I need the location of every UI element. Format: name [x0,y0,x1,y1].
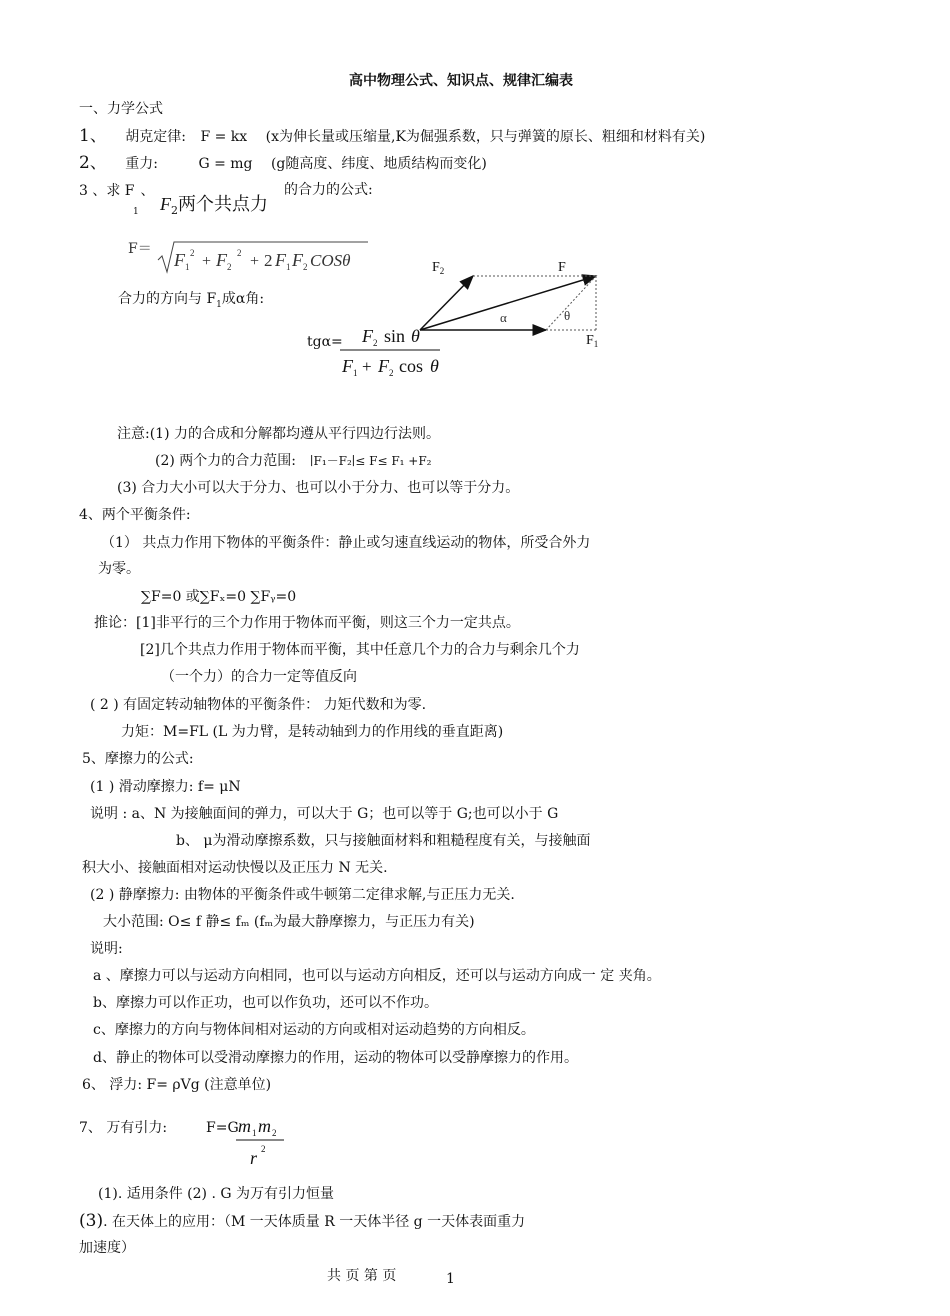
svg-text:sin: sin [384,326,406,346]
balance-heading: 4、两个平衡条件: [79,507,191,523]
svg-text:COSθ: COSθ [310,251,351,270]
friction-explain-a: a 、摩擦力可以与运动方向相同，也可以与运动方向相反，还可以与运动方向成一 定 夹角。 [93,968,661,984]
universal-gravitation-label: 7、 万有引力: [79,1120,168,1136]
svg-text:m: m [238,1116,251,1136]
svg-text:F: F [216,250,227,270]
svg-text:cos: cos [399,356,423,376]
inference-2b: （一个力）的合力一定等值反向 [161,669,357,685]
svg-text:2: 2 [261,1144,266,1154]
hooke-formula: F = kx [200,129,248,145]
svg-text:F: F [342,356,353,376]
svg-text:2: 2 [264,251,273,270]
hooke-number: 1、 [79,126,107,146]
gravity-formula: G = mg [198,156,253,172]
gravity-line [79,154,487,173]
svg-text:F: F [362,326,373,346]
gravitation-conditions: (1). 适用条件 (2) . G 为万有引力恒量 [98,1186,334,1202]
force-parallelogram-diagram [410,252,620,352]
gravity-note: (g随高度、纬度、地质结构而变化) [270,156,487,172]
svg-text:1: 1 [286,262,291,272]
svg-text:F: F [174,250,185,270]
universal-gravitation-prefix: F=G [206,1120,239,1136]
svg-text:θ: θ [430,356,439,376]
friction-explain-heading: 说明: [90,941,123,957]
svg-text:F: F [275,250,286,270]
f-label: F [558,260,566,275]
svg-text:2: 2 [190,248,195,258]
hooke-note: (x为伸长量或压缩量,K为倔强系数，只与弹簧的原长、粗细和材料有关) [265,129,706,145]
alpha-label: α [500,310,507,325]
page-footer: 共 页 第 页 [327,1268,397,1284]
gravity-number: 2、 [79,153,107,173]
buoyancy-formula: 6、 浮力: F= ρVg (注意单位) [82,1077,272,1093]
note-1: 注意:(1) 力的合成和分解都均遵从平行四边行法则。 [117,426,440,442]
svg-text:1: 1 [185,262,190,272]
hooke-line [79,127,705,146]
sliding-note-b: b、 μ为滑动摩擦系数，只与接触面材料和粗糙程度有关，与接触面 [176,833,591,849]
page-title: 高中物理公式、知识点、规律汇编表 [349,73,573,89]
balance-condition-2: ( 2 ) 有固定转动轴物体的平衡条件： 力矩代数和为零. [90,697,427,713]
note-2: (2) 两个力的合力范围: ∣F₁－F₂∣≤ F≤ F₁ +F₂ [155,453,432,469]
hooke-name: 胡克定律: [125,129,186,145]
resultant-sub1: 1 [133,207,139,217]
svg-text:θ: θ [411,326,420,346]
theta-label: θ [564,308,571,323]
inference-1: 推论：[1]非平行的三个力作用于物体而平衡，则这三个力一定共点。 [94,615,520,631]
friction-explain-d: d、静止的物体可以受滑动摩擦力的作用，运动的物体可以受静摩擦力的作用。 [93,1050,578,1066]
svg-text:+: + [250,253,260,270]
friction-heading: 5、摩擦力的公式: [82,751,194,767]
svg-text:m: m [258,1116,271,1136]
tg-label: tgα= [307,334,343,350]
svg-text:2: 2 [373,338,378,348]
svg-text:2: 2 [303,262,308,272]
section-heading-mechanics: 一、力学公式 [79,101,163,117]
universal-gravitation-fraction [234,1110,288,1170]
gravitation-application: (3). 在天体上的应用：（M 一天体质量 R 一天体半径 g 一天体表面重力 [79,1211,526,1231]
torque-definition: 力矩：M=FL (L 为力臂，是转动轴到力的作用线的垂直距离) [121,724,504,740]
svg-text:2: 2 [389,368,394,378]
sliding-note-c: 积大小、接触面相对运动快慢以及正压力 N 无关. [82,860,388,876]
static-friction-range: 大小范围: O≤ f 静≤ fₘ (fₘ为最大静摩擦力，与正压力有关) [103,914,475,930]
resultant-prefix: 3 、求 F 、 [79,183,155,199]
svg-text:2: 2 [237,248,242,258]
sliding-friction: (1 ) 滑动摩擦力: f= μN [90,779,241,795]
resultant-f-label: F＝ [128,241,152,257]
svg-text:+: + [202,253,212,270]
svg-text:+: + [362,357,372,376]
friction-explain-b: b、摩擦力可以作正功，也可以作负功，还可以不作功。 [93,995,438,1011]
resultant-suffix: 的合力的公式: [284,182,373,198]
resultant-f2-text: $F_2$两个共点力 [160,194,268,217]
page-number: 1 [446,1271,455,1287]
f2-label: $F_2$ [432,260,445,276]
svg-text:2: 2 [227,262,232,272]
note-3: (3) 合力大小可以大于分力、也可以小于分力、也可以等于分力。 [117,480,520,496]
balance-condition-1b: 为零。 [98,561,140,577]
svg-text:F: F [292,250,303,270]
svg-text:2: 2 [272,1128,277,1138]
svg-text:r: r [250,1148,258,1168]
sliding-note-a: 说明 : a、N 为接触面间的弹力，可以大于 G；也可以等于 G;也可以小于 G [90,806,559,822]
balance-condition-1: （1） 共点力作用下物体的平衡条件：静止或匀速直线运动的物体，所受合外力 [101,535,591,551]
svg-text:1: 1 [252,1128,257,1138]
balance-equation: ∑F=0 或∑Fₓ=0 ∑Fᵧ=0 [141,589,297,605]
friction-explain-c: c、摩擦力的方向与物体间相对运动的方向或相对运动趋势的方向相反。 [93,1022,535,1038]
f1-label: $F_1$ [586,333,599,349]
gravity-name: 重力: [125,156,158,172]
resultant-magnitude-formula [156,236,372,276]
gravitation-application-cont: 加速度） [79,1240,135,1256]
svg-text:1: 1 [353,368,358,378]
svg-text:F: F [378,356,389,376]
static-friction: (2 ) 静摩擦力: 由物体的平衡条件或牛顿第二定律求解,与正压力无关. [90,887,515,903]
inference-2: [2]几个共点力作用于物体而平衡，其中任意几个力的合力与剩余几个力 [140,642,580,658]
resultant-direction: 合力的方向与 $F_1$成α角: [118,291,265,310]
